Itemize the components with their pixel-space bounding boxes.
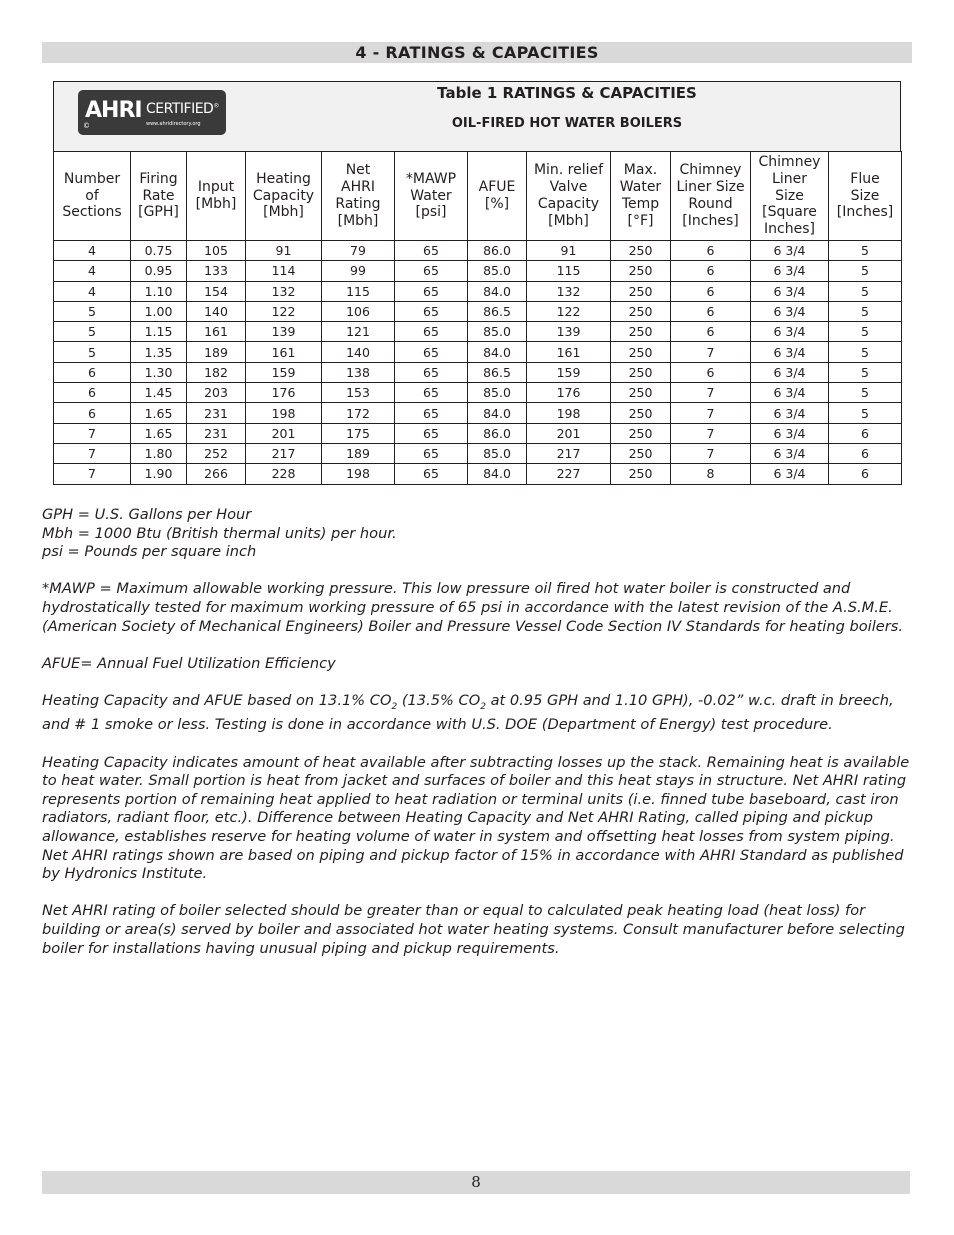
table-cell: 6 (671, 322, 751, 342)
table-cell: 227 (527, 464, 611, 484)
table-cell: 7 (54, 423, 131, 443)
table-cell: 6 3/4 (751, 383, 829, 403)
table-cell: 65 (395, 464, 468, 484)
table-cell: 139 (527, 322, 611, 342)
table-cell: 6 (829, 443, 902, 463)
table-header-band (53, 81, 901, 151)
table-cell: 85.0 (468, 322, 527, 342)
table-cell: 250 (611, 281, 671, 301)
ahri-certified-logo (78, 90, 226, 135)
column-header: Flue Size [Inches] (829, 152, 902, 241)
table-cell: 6 (829, 464, 902, 484)
table-cell: 5 (54, 301, 131, 321)
table-cell: 189 (187, 342, 246, 362)
table-cell: 65 (395, 322, 468, 342)
table-cell: 161 (246, 342, 322, 362)
table-cell: 91 (527, 241, 611, 261)
table-cell: 79 (322, 241, 395, 261)
table-cell: 6 3/4 (751, 342, 829, 362)
table-cell: 1.35 (131, 342, 187, 362)
table-cell: 5 (829, 301, 902, 321)
table-cell: 6 3/4 (751, 301, 829, 321)
table-cell: 0.75 (131, 241, 187, 261)
table-cell: 105 (187, 241, 246, 261)
table-cell: 201 (246, 423, 322, 443)
table-cell: 65 (395, 342, 468, 362)
column-header: Net AHRI Rating [Mbh] (322, 152, 395, 241)
table-cell: 6 3/4 (751, 423, 829, 443)
table-cell: 250 (611, 261, 671, 281)
table-cell: 6 3/4 (751, 261, 829, 281)
table-title: Table 1 RATINGS & CAPACITIES (437, 84, 697, 102)
table-cell: 1.65 (131, 423, 187, 443)
note-gph: GPH = U.S. Gallons per Hour (42, 506, 252, 523)
table-cell: 6 (671, 362, 751, 382)
table-cell: 217 (246, 443, 322, 463)
table-cell: 6 3/4 (751, 281, 829, 301)
table-cell: 122 (527, 301, 611, 321)
table-cell: 153 (322, 383, 395, 403)
table-cell: 176 (246, 383, 322, 403)
table-row (54, 423, 902, 443)
table-cell: 91 (246, 241, 322, 261)
table-row (54, 464, 902, 484)
table-cell: 250 (611, 301, 671, 321)
table-cell: 6 (671, 241, 751, 261)
ratings-table-container (53, 81, 901, 485)
table-cell: 250 (611, 362, 671, 382)
table-cell: 228 (246, 464, 322, 484)
table-cell: 85.0 (468, 443, 527, 463)
table-cell: 4 (54, 281, 131, 301)
table-cell: 250 (611, 443, 671, 463)
table-cell: 201 (527, 423, 611, 443)
table-cell: 85.0 (468, 383, 527, 403)
notes-section (42, 506, 917, 977)
table-cell: 7 (671, 342, 751, 362)
table-cell: 6 3/4 (751, 403, 829, 423)
table-cell: 65 (395, 261, 468, 281)
table-cell: 84.0 (468, 464, 527, 484)
table-cell: 198 (322, 464, 395, 484)
table-cell: 5 (54, 342, 131, 362)
table-cell: 250 (611, 383, 671, 403)
table-cell: 6 (54, 403, 131, 423)
table-cell: 86.0 (468, 241, 527, 261)
table-cell: 139 (246, 322, 322, 342)
column-header: Number of Sections (54, 152, 131, 241)
table-cell: 1.45 (131, 383, 187, 403)
table-cell: 140 (187, 301, 246, 321)
table-cell: 161 (527, 342, 611, 362)
table-row (54, 443, 902, 463)
column-header: Firing Rate [GPH] (131, 152, 187, 241)
table-cell: 6 3/4 (751, 241, 829, 261)
table-cell: 1.00 (131, 301, 187, 321)
table-cell: 84.0 (468, 403, 527, 423)
table-cell: 86.0 (468, 423, 527, 443)
column-header: Heating Capacity [Mbh] (246, 152, 322, 241)
table-row (54, 281, 902, 301)
table-cell: 115 (527, 261, 611, 281)
table-cell: 266 (187, 464, 246, 484)
table-cell: 250 (611, 423, 671, 443)
table-cell: 1.15 (131, 322, 187, 342)
table-cell: 1.90 (131, 464, 187, 484)
table-cell: 84.0 (468, 342, 527, 362)
section-title: 4 - RATINGS & CAPACITIES (42, 42, 912, 63)
table-cell: 7 (54, 443, 131, 463)
column-header: *MAWP Water [psi] (395, 152, 468, 241)
note-heating-capacity: Heating Capacity indicates amount of heat available after subtracting losses up the stack. Remaining heat is available to heat water. Small portion is heat from jacket and surfaces of boiler and this heat stays in structure. Net AHRI rating represents portion of remaining heat applied to heat radiation or terminal units (i.e. finned tube baseboard, cast iron radiators, radiant floor, etc.). Difference between Heating Capacity and Net AHRI Rating, called piping and pickup allowance, establishes reserve for heating volume of water in system and offsetting heat losses from system piping. Net AHRI ratings shown are based on piping and pickup factor of 15% in accordance with AHRI Standard as published by Hydronics Institute. (42, 753, 910, 883)
table-cell: 6 3/4 (751, 362, 829, 382)
table-cell: 65 (395, 383, 468, 403)
table-cell: 121 (322, 322, 395, 342)
table-cell: 84.0 (468, 281, 527, 301)
logo-copyright: © (83, 122, 90, 130)
table-cell: 154 (187, 281, 246, 301)
table-cell: 189 (322, 443, 395, 463)
table-cell: 6 (54, 362, 131, 382)
table-cell: 6 (671, 301, 751, 321)
table-body (54, 241, 902, 485)
table-cell: 114 (246, 261, 322, 281)
note-mawp: *MAWP = Maximum allowable working pressure. This low pressure oil fired hot water boiler is constructed and hydrostatically tested for maximum working pressure of 65 psi in accordance with the latest revision of the A.S.M.E. (American Society of Mechanical Engineers) Boiler and Pressure Vessel Code Section IV Standards for heating boilers. (42, 580, 904, 635)
table-cell: 1.10 (131, 281, 187, 301)
table-cell: 86.5 (468, 301, 527, 321)
note-net-ahri: Net AHRI rating of boiler selected should be greater than or equal to calculated peak heating load (heat loss) for building or area(s) served by boiler and associated hot water heating systems. Consult manufacturer before selecting boiler for installations having unusual piping and pickup requirements. (42, 902, 905, 957)
table-cell: 231 (187, 423, 246, 443)
table-row (54, 241, 902, 261)
table-cell: 250 (611, 322, 671, 342)
table-cell: 6 3/4 (751, 322, 829, 342)
table-cell: 132 (527, 281, 611, 301)
table-cell: 140 (322, 342, 395, 362)
ratings-table (53, 151, 902, 485)
table-row (54, 322, 902, 342)
table-cell: 159 (527, 362, 611, 382)
table-cell: 5 (829, 322, 902, 342)
logo-url: www.ahridirectory.org (146, 121, 201, 127)
note-psi: psi = Pounds per square inch (42, 543, 257, 561)
table-cell: 138 (322, 362, 395, 382)
table-cell: 6 (671, 281, 751, 301)
note-mbh: Mbh = 1000 Btu (British thermal units) per hour. (42, 524, 397, 542)
table-cell: 217 (527, 443, 611, 463)
table-cell: 198 (246, 403, 322, 423)
table-cell: 7 (671, 403, 751, 423)
table-cell: 7 (671, 443, 751, 463)
column-header: Min. relief Valve Capacity [Mbh] (527, 152, 611, 241)
table-cell: 176 (527, 383, 611, 403)
table-cell: 6 (829, 423, 902, 443)
table-row (54, 301, 902, 321)
table-cell: 252 (187, 443, 246, 463)
table-cell: 106 (322, 301, 395, 321)
table-cell: 115 (322, 281, 395, 301)
note-afue: AFUE= Annual Fuel Utilization Efficiency (42, 654, 336, 672)
table-cell: 1.80 (131, 443, 187, 463)
table-cell: 5 (54, 322, 131, 342)
table-cell: 6 3/4 (751, 464, 829, 484)
logo-registered: ® (213, 102, 219, 110)
table-cell: 65 (395, 241, 468, 261)
table-cell: 65 (395, 281, 468, 301)
table-cell: 161 (187, 322, 246, 342)
table-cell: 65 (395, 362, 468, 382)
column-header: Chimney Liner Size Round [Inches] (671, 152, 751, 241)
table-cell: 7 (671, 383, 751, 403)
table-cell: 4 (54, 261, 131, 281)
table-cell: 1.30 (131, 362, 187, 382)
note-test-basis: Heating Capacity and AFUE based on 13.1% $CO_2$ (13.5% $CO_2$ at 0.95 GPH and 1.10 GPH), -0.02” w.c. draft in breech, and # 1 smoke or less. Testing is done in accordance with U.S. DOE (Department of Energy) test procedure. (42, 691, 894, 734)
table-cell: 8 (671, 464, 751, 484)
table-cell: 203 (187, 383, 246, 403)
table-cell: 5 (829, 383, 902, 403)
table-row (54, 261, 902, 281)
table-cell: 1.65 (131, 403, 187, 423)
table-header-row (54, 152, 902, 241)
table-row (54, 383, 902, 403)
table-row (54, 342, 902, 362)
column-header: Max. Water Temp [°F] (611, 152, 671, 241)
table-cell: 65 (395, 423, 468, 443)
table-cell: 5 (829, 261, 902, 281)
table-cell: 250 (611, 342, 671, 362)
table-cell: 5 (829, 241, 902, 261)
table-row (54, 362, 902, 382)
table-cell: 182 (187, 362, 246, 382)
table-cell: 250 (611, 241, 671, 261)
page-number: 8 (42, 1171, 910, 1194)
table-cell: 0.95 (131, 261, 187, 281)
table-cell: 132 (246, 281, 322, 301)
table-cell: 86.5 (468, 362, 527, 382)
column-header: Input [Mbh] (187, 152, 246, 241)
table-cell: 5 (829, 403, 902, 423)
column-header: Chimney Liner Size [Square Inches] (751, 152, 829, 241)
logo-brand: AHRI (85, 98, 142, 123)
table-cell: 99 (322, 261, 395, 281)
table-cell: 65 (395, 443, 468, 463)
table-cell: 6 (54, 383, 131, 403)
table-cell: 198 (527, 403, 611, 423)
table-cell: 65 (395, 301, 468, 321)
table-cell: 5 (829, 281, 902, 301)
table-subtitle: OIL-FIRED HOT WATER BOILERS (451, 116, 683, 131)
logo-certified: CERTIFIED (146, 101, 214, 117)
table-cell: 4 (54, 241, 131, 261)
table-cell: 6 (671, 261, 751, 281)
table-cell: 172 (322, 403, 395, 423)
table-cell: 65 (395, 403, 468, 423)
table-cell: 7 (54, 464, 131, 484)
table-cell: 85.0 (468, 261, 527, 281)
table-cell: 5 (829, 342, 902, 362)
table-cell: 175 (322, 423, 395, 443)
table-cell: 5 (829, 362, 902, 382)
table-cell: 122 (246, 301, 322, 321)
table-row (54, 403, 902, 423)
table-cell: 7 (671, 423, 751, 443)
column-header: AFUE [%] (468, 152, 527, 241)
table-cell: 231 (187, 403, 246, 423)
table-cell: 6 3/4 (751, 443, 829, 463)
table-cell: 159 (246, 362, 322, 382)
table-cell: 133 (187, 261, 246, 281)
table-cell: 250 (611, 464, 671, 484)
table-cell: 250 (611, 403, 671, 423)
